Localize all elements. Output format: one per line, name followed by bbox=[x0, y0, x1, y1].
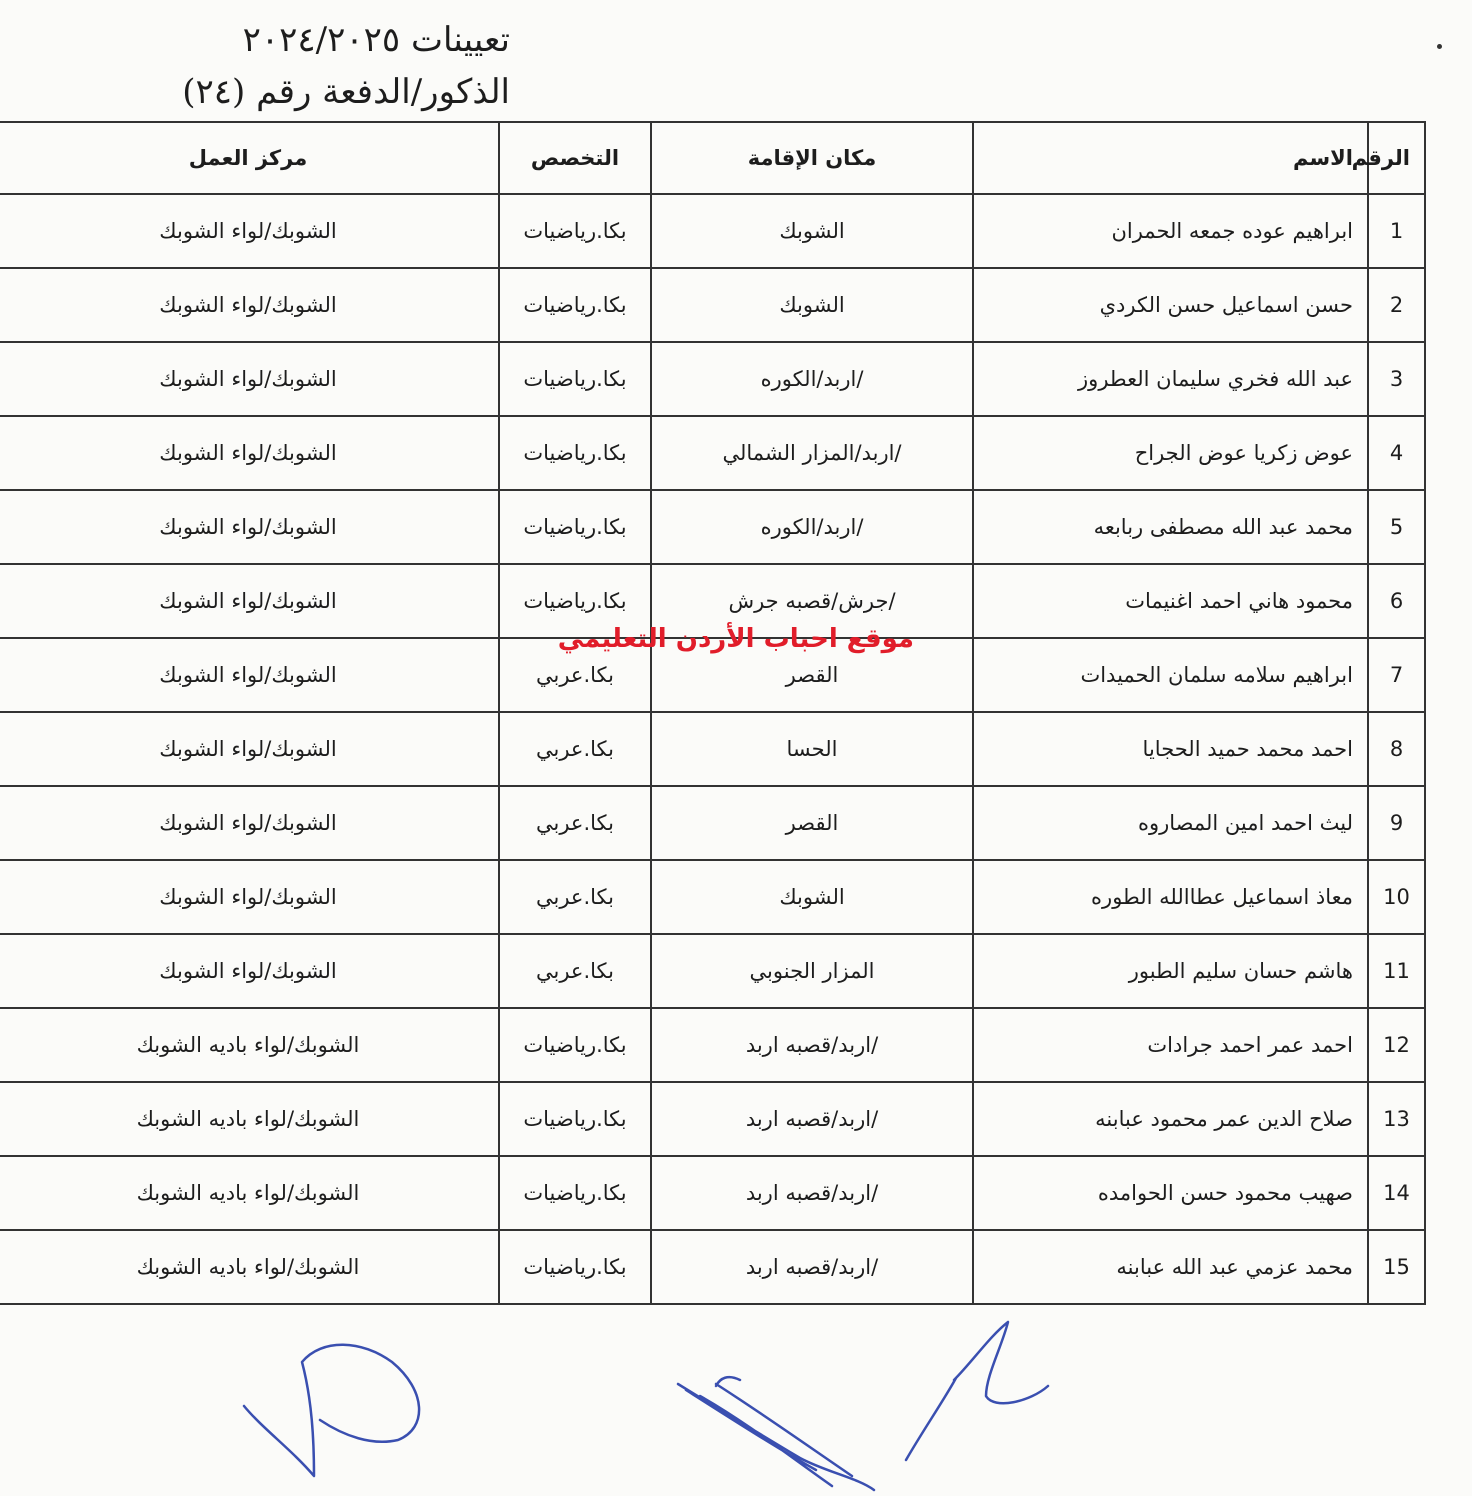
row-workplace: الشوبك/لواء الشوبك bbox=[0, 712, 499, 786]
watermark-text: موقع احباب الأردن التعليمي bbox=[557, 624, 914, 654]
row-workplace: الشوبك/لواء باديه الشوبك bbox=[0, 1230, 499, 1304]
row-specialty: بكا.رياضيات bbox=[499, 1082, 651, 1156]
row-specialty: بكا.رياضيات bbox=[499, 1008, 651, 1082]
row-specialty: بكا.عربي bbox=[499, 786, 651, 860]
column-header-specialty: التخصص bbox=[499, 122, 651, 194]
row-workplace: الشوبك/لواء الشوبك bbox=[0, 416, 499, 490]
row-name: هاشم حسان سليم الطبور bbox=[973, 934, 1368, 1008]
row-number: 3 bbox=[1368, 342, 1425, 416]
row-name: عبد الله فخري سليمان العطروز bbox=[973, 342, 1368, 416]
document-header bbox=[150, 14, 510, 118]
row-workplace: الشوبك/لواء باديه الشوبك bbox=[0, 1156, 499, 1230]
row-specialty: بكا.رياضيات bbox=[499, 416, 651, 490]
table-row bbox=[0, 1156, 1425, 1230]
row-workplace: الشوبك/لواء الشوبك bbox=[0, 564, 499, 638]
row-workplace: الشوبك/لواء الشوبك bbox=[0, 638, 499, 712]
row-name: ابراهيم سلامه سلمان الحميدات bbox=[973, 638, 1368, 712]
row-number: 12 bbox=[1368, 1008, 1425, 1082]
row-residence: /اربد/قصبه اربد bbox=[651, 1008, 973, 1082]
row-number: 14 bbox=[1368, 1156, 1425, 1230]
row-name: محمد عزمي عبد الله عبابنه bbox=[973, 1230, 1368, 1304]
table-row bbox=[0, 342, 1425, 416]
column-header-workplace: مركز العمل bbox=[0, 122, 499, 194]
table-row bbox=[0, 934, 1425, 1008]
row-residence: /اربد/المزار الشمالي bbox=[651, 416, 973, 490]
row-specialty: بكا.رياضيات bbox=[499, 342, 651, 416]
row-specialty: بكا.عربي bbox=[499, 934, 651, 1008]
document-title: تعيينات ٢٠٢٤/٢٠٢٥ bbox=[242, 20, 510, 60]
row-specialty: بكا.عربي bbox=[499, 860, 651, 934]
row-number: 9 bbox=[1368, 786, 1425, 860]
row-name: ليث احمد امين المصاروه bbox=[973, 786, 1368, 860]
row-residence: /اربد/قصبه اربد bbox=[651, 1082, 973, 1156]
table-row bbox=[0, 268, 1425, 342]
row-specialty: بكا.رياضيات bbox=[499, 268, 651, 342]
row-residence: /اربد/الكوره bbox=[651, 490, 973, 564]
row-number: 4 bbox=[1368, 416, 1425, 490]
row-number: 10 bbox=[1368, 860, 1425, 934]
row-name: عوض زكريا عوض الجراح bbox=[973, 416, 1368, 490]
table-row bbox=[0, 194, 1425, 268]
row-name: حسن اسماعيل حسن الكردي bbox=[973, 268, 1368, 342]
row-workplace: الشوبك/لواء الشوبك bbox=[0, 268, 499, 342]
row-number: 6 bbox=[1368, 564, 1425, 638]
row-residence: /اربد/الكوره bbox=[651, 342, 973, 416]
table-row bbox=[0, 490, 1425, 564]
row-residence: /اربد/قصبه اربد bbox=[651, 1230, 973, 1304]
row-number: 5 bbox=[1368, 490, 1425, 564]
row-workplace: الشوبك/لواء الشوبك bbox=[0, 934, 499, 1008]
row-specialty: بكا.رياضيات bbox=[499, 564, 651, 638]
signature-middle bbox=[678, 1377, 874, 1490]
signature-right bbox=[906, 1322, 1048, 1460]
row-workplace: الشوبك/لواء الشوبك bbox=[0, 786, 499, 860]
row-name: احمد محمد حميد الحجايا bbox=[973, 712, 1368, 786]
row-workplace: الشوبك/لواء الشوبك bbox=[0, 860, 499, 934]
row-residence: الشوبك bbox=[651, 268, 973, 342]
row-residence: القصر bbox=[651, 638, 973, 712]
table-header-row bbox=[0, 122, 1425, 194]
signature-left bbox=[244, 1345, 419, 1476]
column-header-residence: مكان الإقامة bbox=[651, 122, 973, 194]
row-name: صلاح الدين عمر محمود عبابنه bbox=[973, 1082, 1368, 1156]
row-name: صهيب محمود حسن الحوامده bbox=[973, 1156, 1368, 1230]
table-row bbox=[0, 1082, 1425, 1156]
row-number: 13 bbox=[1368, 1082, 1425, 1156]
row-specialty: بكا.عربي bbox=[499, 638, 651, 712]
row-name: محمد عبد الله مصطفى ربابعه bbox=[973, 490, 1368, 564]
row-workplace: الشوبك/لواء الشوبك bbox=[0, 342, 499, 416]
row-residence: القصر bbox=[651, 786, 973, 860]
row-residence: /جرش/قصبه جرش bbox=[651, 564, 973, 638]
row-specialty: بكا.رياضيات bbox=[499, 1230, 651, 1304]
row-specialty: بكا.رياضيات bbox=[499, 1156, 651, 1230]
row-number: 11 bbox=[1368, 934, 1425, 1008]
table-row bbox=[0, 860, 1425, 934]
column-header-name: الاسم bbox=[973, 122, 1368, 194]
table-row bbox=[0, 1230, 1425, 1304]
row-number: 7 bbox=[1368, 638, 1425, 712]
row-workplace: الشوبك/لواء باديه الشوبك bbox=[0, 1082, 499, 1156]
document-subtitle: الذكور/الدفعة رقم (٢٤) bbox=[182, 72, 510, 112]
signatures bbox=[0, 1300, 1472, 1496]
row-name: احمد عمر احمد جرادات bbox=[973, 1008, 1368, 1082]
appointments-table bbox=[0, 121, 1426, 1305]
row-number: 1 bbox=[1368, 194, 1425, 268]
row-specialty: بكا.عربي bbox=[499, 712, 651, 786]
stray-dot bbox=[1437, 44, 1442, 49]
row-name: معاذ اسماعيل عطاالله الطوره bbox=[973, 860, 1368, 934]
row-name: محمود هاني احمد اغنيمات bbox=[973, 564, 1368, 638]
table-row bbox=[0, 786, 1425, 860]
row-workplace: الشوبك/لواء الشوبك bbox=[0, 194, 499, 268]
row-specialty: بكا.رياضيات bbox=[499, 194, 651, 268]
row-residence: /اربد/قصبه اربد bbox=[651, 1156, 973, 1230]
table-row bbox=[0, 416, 1425, 490]
row-residence: الشوبك bbox=[651, 194, 973, 268]
row-specialty: بكا.رياضيات bbox=[499, 490, 651, 564]
row-number: 2 bbox=[1368, 268, 1425, 342]
row-name: ابراهيم عوده جمعه الحمران bbox=[973, 194, 1368, 268]
row-residence: الحسا bbox=[651, 712, 973, 786]
row-workplace: الشوبك/لواء الشوبك bbox=[0, 490, 499, 564]
row-number: 15 bbox=[1368, 1230, 1425, 1304]
table-row bbox=[0, 712, 1425, 786]
column-header-number: الرقم bbox=[1368, 122, 1425, 194]
row-number: 8 bbox=[1368, 712, 1425, 786]
row-residence: المزار الجنوبي bbox=[651, 934, 973, 1008]
table-row bbox=[0, 1008, 1425, 1082]
row-workplace: الشوبك/لواء باديه الشوبك bbox=[0, 1008, 499, 1082]
row-residence: الشوبك bbox=[651, 860, 973, 934]
